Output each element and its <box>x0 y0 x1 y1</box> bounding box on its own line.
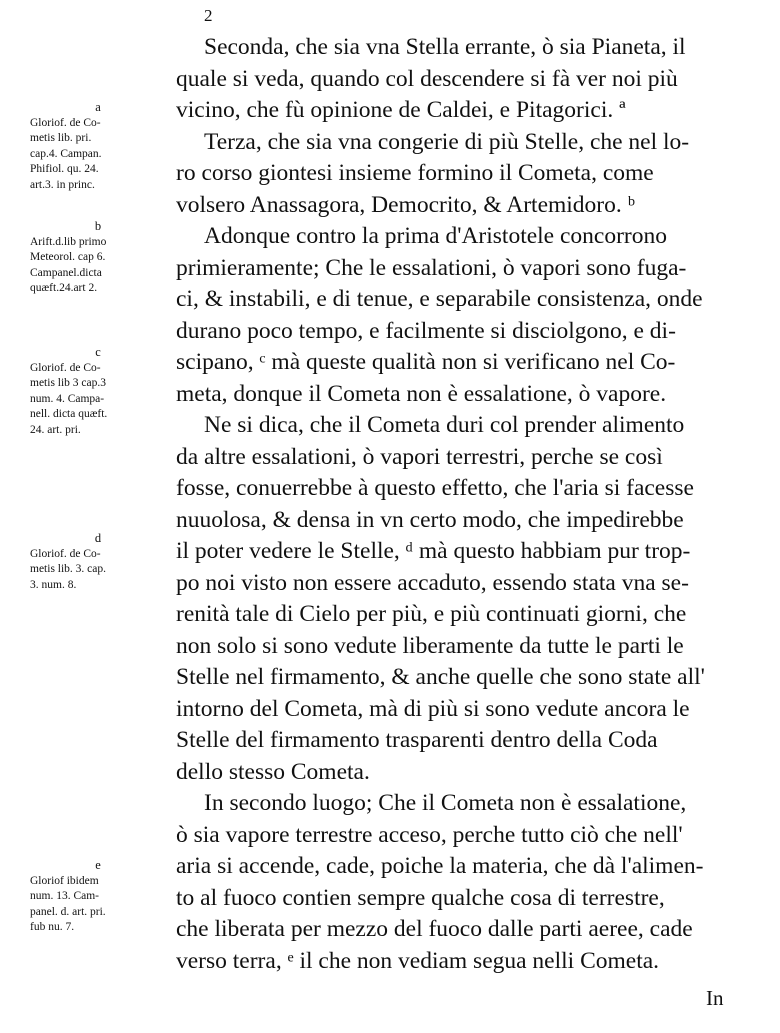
note-line: Arift.d.lib primo <box>30 235 107 248</box>
note-letter: c <box>95 345 101 359</box>
text-line: meta, donque il Cometa non è essalatione, ò vapore. <box>176 380 667 407</box>
note-line: nell. dicta quæft. <box>30 408 108 420</box>
note-line: quæft.24.art 2. <box>30 282 98 294</box>
text-line: nuuolosa, & densa in vn certo modo, che impedirebbe <box>176 506 684 533</box>
main-text-column <box>176 32 766 977</box>
text-line: Stelle nel firmamento, & anche quelle che sono state all' <box>176 664 705 690</box>
note-letter: a <box>95 100 101 114</box>
catchword: In <box>706 986 724 1010</box>
text-line: scipano, ᶜ mà queste qualità non si verificano nel Co- <box>176 349 676 375</box>
text-line: renità tale di Cielo per più, e più continuati giorni, che <box>176 601 687 627</box>
text-line: vicino, che fù opinione de Caldei, e Pitagorici. ª <box>176 97 626 123</box>
text-line: Ne si dica, che il Cometa duri col prender alimento <box>204 412 685 438</box>
text-line: Stelle del firmamento trasparenti dentro della Coda <box>176 727 658 753</box>
text-line: dello stesso Cometa. <box>176 758 370 785</box>
text-line: verso terra, ᵉ il che non vediam segua nelli Cometa. <box>176 947 660 974</box>
text-line: Terza, che sia vna congerie di più Stelle, che nel lo- <box>204 128 690 155</box>
note-letter: d <box>94 531 102 545</box>
text-line: In secondo luogo; Che il Cometa non è essalatione, <box>204 790 687 816</box>
note-letter: b <box>94 219 102 233</box>
note-line: 24. art. pri. <box>30 423 81 436</box>
text-line: volsero Anassagora, Democrito, & Artemidoro. ᵇ <box>176 191 635 218</box>
text-line: primieramente; Che le essalationi, ò vapori sono fuga- <box>176 254 687 281</box>
text-line: aria si accende, cade, poiche la materia, che dà l'alimen- <box>176 853 704 879</box>
note-line: num. 13. Cam- <box>30 890 99 902</box>
text-line: ò sia vapore terrestre acceso, perche tutto ciò che nell' <box>176 821 683 848</box>
note-line: art.3. in princ. <box>30 178 95 191</box>
note-line: Gloriof. de Co- <box>30 116 101 129</box>
note-line: metis lib 3 cap.3 <box>30 377 107 389</box>
margin-note-d <box>30 531 166 593</box>
text-line: fosse, conuerrebbe à questo effetto, che l'aria si facesse <box>176 475 694 501</box>
note-line: 3. num. 8. <box>30 578 77 591</box>
text-line: quale si veda, quando col descendere si fà ver noi più <box>176 65 678 92</box>
text-line: il poter vedere le Stelle, ᵈ mà questo habbiam pur trop- <box>176 538 691 564</box>
note-line: Gloriof. de Co- <box>30 547 101 560</box>
note-line: Campanel.dicta <box>30 266 102 279</box>
text-line: Seconda, che sia vna Stella errante, ò sia Pianeta, il <box>204 34 686 60</box>
note-line: cap.4. Campan. <box>30 147 102 160</box>
text-line: to al fuoco contien sempre qualche cosa di terrestre, <box>176 884 665 911</box>
margin-note-e <box>30 858 166 936</box>
text-line: ro corso giontesi insieme formino il Cometa, come <box>176 160 654 186</box>
note-line: panel. d. art. pri. <box>30 905 106 918</box>
note-line: Gloriof ibidem <box>30 874 99 887</box>
note-line: Gloriof. de Co- <box>30 361 101 374</box>
text-line: po noi visto non essere accaduto, essendo stata vna se- <box>176 569 689 596</box>
text-line: durano poco tempo, e facilmente si disciolgono, e di- <box>176 317 676 344</box>
page-number: 2 <box>204 6 213 25</box>
text-line: ci, & instabili, e di tenue, e separabile consistenza, onde <box>176 286 703 312</box>
note-line: num. 4. Campa- <box>30 392 105 405</box>
text-line: che liberata per mezzo del fuoco dalle parti aeree, cade <box>176 916 693 942</box>
note-line: fub nu. 7. <box>30 921 75 933</box>
margin-note-c <box>30 345 166 438</box>
note-letter: e <box>95 858 101 872</box>
text-line: intorno del Cometa, mà di più si sono vedute ancora le <box>176 695 690 722</box>
note-line: metis lib. 3. cap. <box>30 563 107 575</box>
margin-note-a <box>30 100 166 193</box>
note-line: Phifiol. qu. 24. <box>30 163 99 175</box>
note-line: Meteorol. cap 6. <box>30 251 106 263</box>
text-line: da altre essalationi, ò vapori terrestri, perche se così <box>176 443 663 470</box>
text-line: Adonque contro la prima d'Aristotele concorrono <box>204 223 668 249</box>
note-line: metis lib. pri. <box>30 132 92 144</box>
text-line: non solo si sono vedute liberamente da tutte le parti le <box>176 632 684 659</box>
margin-note-b <box>30 219 166 297</box>
